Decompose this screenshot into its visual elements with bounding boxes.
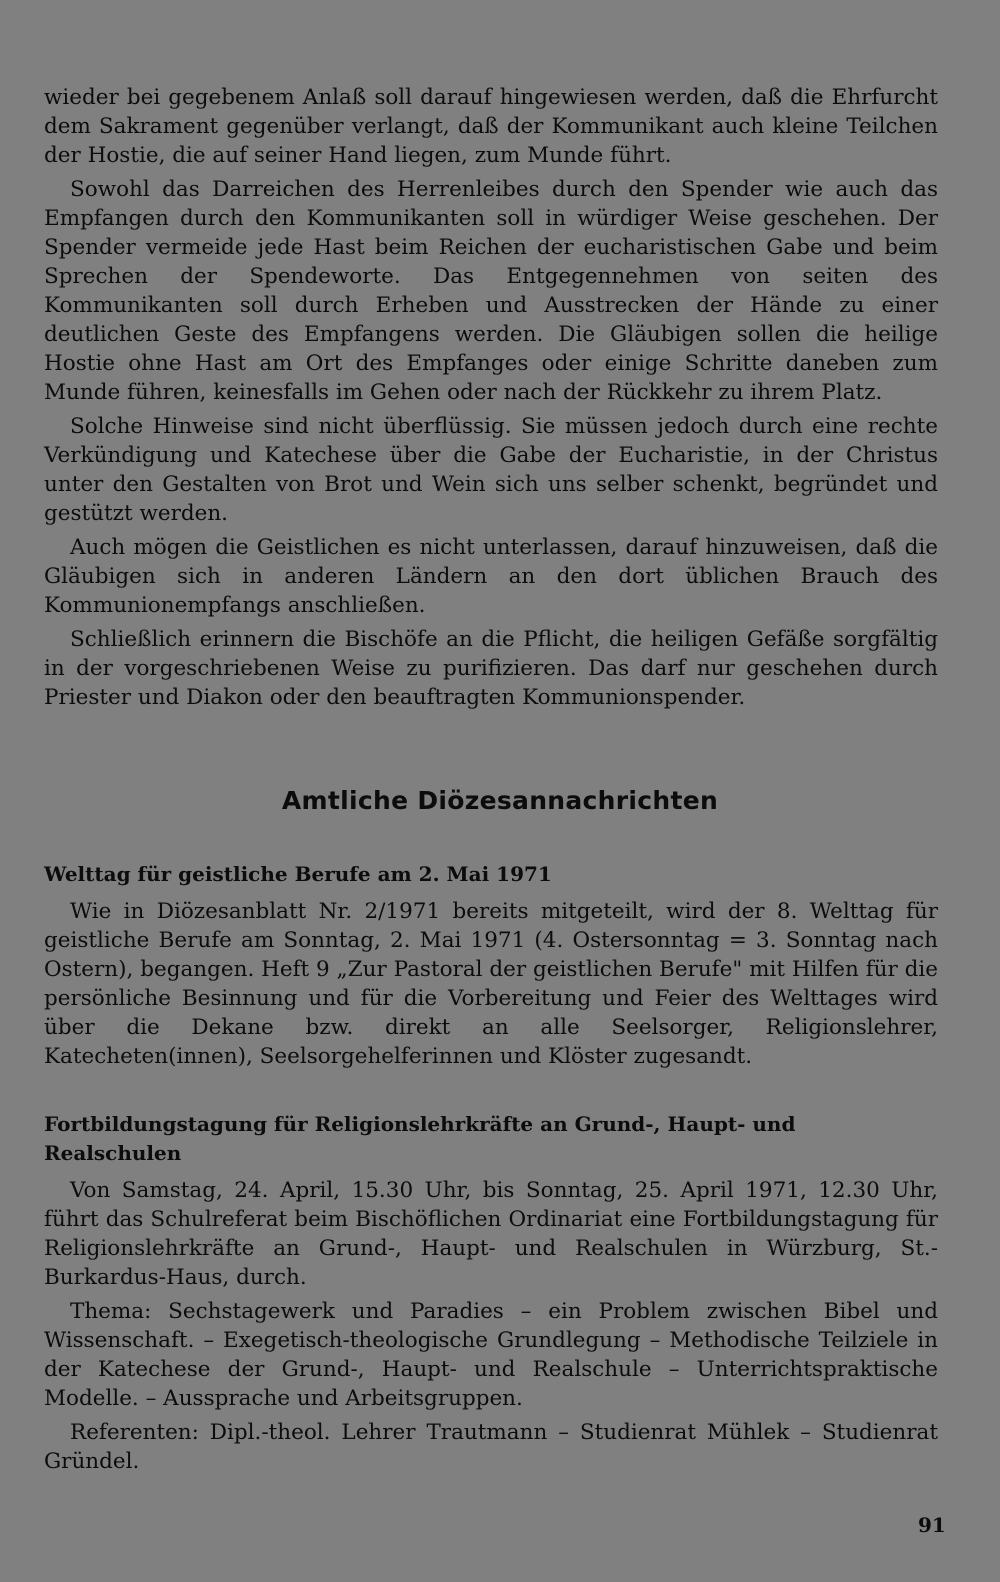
article-heading: Welttag für geistliche Berufe am 2. Mai 1971 (44, 862, 552, 886)
paragraph: wieder bei gegebenem Anlaß soll darauf hingewiesen werden, daß die Ehrfurcht dem Sakrament gegenüber verlangt, daß der Kommunikant auch kleine Teilchen der Hostie, die auf seiner Hand liegen, zum Munde führt. (44, 85, 938, 168)
page-number: 91 (918, 1513, 946, 1537)
continued-text-block (44, 83, 938, 712)
paragraph: Von Samstag, 24. April, 15.30 Uhr, bis Sonntag, 25. April 1971, 12.30 Uhr, führt das Schulreferat beim Bischöflichen Ordinariat eine Fortbildungstagung für Religionslehrkräfte an Grund-, Haupt- und Realschulen in Würzburg, St.-Burkardus-Haus, durch. (44, 1178, 938, 1290)
paragraph: Thema: Sechstagewerk und Paradies – ein Problem zwischen Bibel und Wissenschaft. – Exegetisch-theologische Grundlegung – Methodische Teilziele in der Katechese der Grund-, Haupt- und Realschule – Unterrichtspraktische Modelle. – Aussprache und Arbeitsgruppen. (44, 1299, 938, 1411)
article-heading: Fortbildungstagung für Religionslehrkräfte an Grund-, Haupt- und Realschulen (44, 1112, 796, 1165)
paragraph: Auch mögen die Geistlichen es nicht unterlassen, darauf hinzuweisen, daß die Gläubigen sich in anderen Ländern an den dort üblichen Brauch des Kommunionempfangs anschließen. (44, 535, 938, 618)
article-welttag (44, 860, 938, 1071)
paragraph: Sowohl das Darreichen des Herrenleibes durch den Spender wie auch das Empfangen durch den Kommunikanten soll in würdiger Weise geschehen. Der Spender vermeide jede Hast beim Reichen der eucharistischen Gabe und beim Sprechen der Spendeworte. Das Entgegennehmen von seiten des Kommunikanten soll durch Erheben und Ausstrecken der Hände zu einer deutlichen Geste des Empfangens werden. Die Gläubigen sollen die heilige Hostie ohne Hast am Ort des Empfanges oder einige Schritte daneben zum Munde führen, keinesfalls im Gehen oder nach der Rückkehr zu ihrem Platz. (44, 177, 938, 405)
paragraph: Wie in Diözesanblatt Nr. 2/1971 bereits mitgeteilt, wird der 8. Welttag für geistliche Berufe am Sonntag, 2. Mai 1971 (4. Ostersonntag = 3. Sonntag nach Ostern), begangen. Heft 9 „Zur Pastoral der geistlichen Berufe" mit Hilfen für die persönliche Besinnung und für die Vorbereitung und Feier des Welttages wird über die Dekane bzw. direkt an alle Seelsorger, Religionslehrer, Katecheten(innen), Seelsorgehelferinnen und Klöster zugesandt. (44, 899, 938, 1069)
paragraph: Referenten: Dipl.-theol. Lehrer Trautmann – Studienrat Mühlek – Studienrat Gründel. (44, 1420, 938, 1474)
paragraph: Solche Hinweise sind nicht überflüssig. Sie müssen jedoch durch eine rechte Verkündigung und Katechese über die Gabe der Eucharistie, in der Christus unter den Gestalten von Brot und Wein sich uns selber schenkt, begründet und gestützt werden. (44, 414, 938, 526)
article-fortbildungstagung (44, 1110, 938, 1476)
paragraph: Schließlich erinnern die Bischöfe an die Pflicht, die heiligen Gefäße sorgfältig in der vorgeschriebenen Weise zu purifizieren. Das darf nur geschehen durch Priester und Diakon oder den beauftragten Kommunionspender. (44, 627, 938, 710)
section-title: Amtliche Diözesannachrichten (281, 786, 719, 815)
